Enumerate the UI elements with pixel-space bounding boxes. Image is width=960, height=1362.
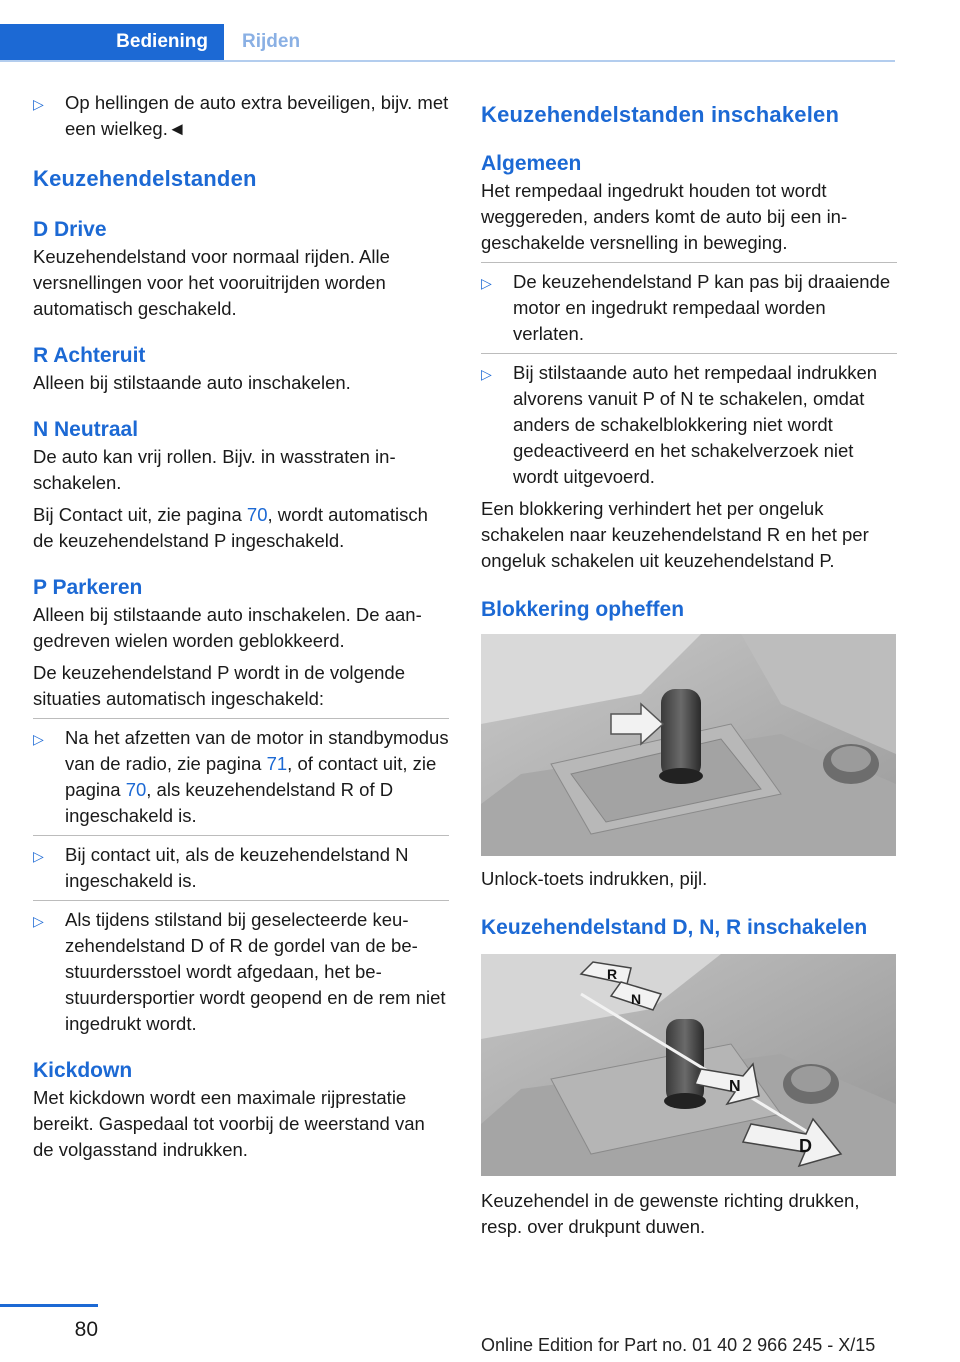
end-mark-icon: ◄ bbox=[167, 118, 187, 139]
bullet-triangle-icon: ▷ bbox=[33, 96, 44, 112]
subsection-title-parkeren: P Parkeren bbox=[33, 576, 143, 599]
text-run: Bij Contact uit, zie pagina bbox=[33, 504, 247, 525]
text-run: , als keuzehendelstand R of D ingeschakeld is. bbox=[65, 779, 394, 826]
paragraph bbox=[33, 502, 449, 554]
photo-caption: Keuzehendel in de gewenste richting drukken, resp. over drukpunt duwen. bbox=[481, 1190, 860, 1237]
page-link[interactable]: 70 bbox=[246, 504, 268, 525]
subsection-title-achteruit: R Achteruit bbox=[33, 344, 146, 367]
paragraph: Een blokkering verhindert het per ongeluk schakelen naar keuzehendelstand R en het per ongeluk schakelen uit keuzehendelstand P. bbox=[481, 498, 869, 571]
gear-lever-illustration bbox=[481, 634, 896, 856]
bullet-text: Bij stilstaande auto het rempedaal indrukken alvorens vanuit P of N te schakelen, omdat anders de schakelblokkering niet wordt gedeactiveerd en het schakelverzoek niet wordt uitgevoerd. bbox=[513, 362, 878, 487]
paragraph: De auto kan vrij rollen. Bijv. in wasstraten inschakelen. bbox=[33, 446, 396, 493]
text-run: Na het afzetten van de motor in standbymodus van de radio, zie pagina bbox=[65, 727, 449, 774]
left-column bbox=[33, 90, 449, 1163]
list-item bbox=[33, 725, 449, 829]
divider bbox=[33, 900, 449, 901]
page-link[interactable]: 70 bbox=[125, 779, 147, 800]
paragraph: Alleen bij stilstaande auto inschakelen. bbox=[33, 372, 351, 393]
divider bbox=[33, 718, 449, 719]
section-title-inschakelen: Keuzehendelstanden inschakelen bbox=[481, 102, 840, 127]
header-rule bbox=[0, 60, 895, 62]
list-item bbox=[33, 907, 449, 1037]
right-column bbox=[481, 90, 897, 1240]
paragraph: Met kickdown wordt een maximale rijprestatie bereikt. Gaspedaal tot voorbij de weerstand van de volgasstand indrukken. bbox=[33, 1087, 425, 1160]
divider bbox=[481, 353, 897, 354]
page-number: 80 bbox=[74, 1318, 98, 1341]
arrow-label: D bbox=[799, 1136, 812, 1156]
paragraph: Keuzehendelstand voor normaal rijden. Alle versnellingen voor het vooruitrijden worden automatisch geschakeld. bbox=[33, 246, 390, 319]
gear-lever-arrows-illustration bbox=[481, 954, 896, 1176]
bullet-text: Bij contact uit, als de keuzehendelstand N ingeschakeld is. bbox=[65, 844, 409, 891]
section-title-keuzehendelstanden: Keuzehendelstanden bbox=[33, 166, 257, 191]
tab-rijden[interactable]: Rijden bbox=[242, 31, 301, 52]
arrow-label: R bbox=[607, 966, 618, 982]
bullet-triangle-icon: ▷ bbox=[33, 848, 44, 864]
list-item bbox=[481, 269, 897, 347]
paragraph: De keuzehendelstand P wordt in de volgende situaties automatisch ingeschakeld: bbox=[33, 662, 405, 709]
subsection-title-drive: D Drive bbox=[33, 218, 107, 241]
list-item bbox=[33, 90, 449, 142]
edition-note: Online Edition for Part no. 01 40 2 966 245 - X/15 bbox=[481, 1335, 876, 1355]
bullet-triangle-icon: ▷ bbox=[481, 366, 492, 382]
bullet-triangle-icon: ▷ bbox=[481, 275, 492, 291]
bullet-text: De keuzehendelstand P kan pas bij draaiende motor en ingedrukt rempedaal worden verlaten. bbox=[513, 271, 891, 344]
tab-bediening[interactable]: Bediening bbox=[0, 24, 224, 60]
subsection-title-dnr: Keuzehendelstand D, N, R inschakelen bbox=[481, 916, 868, 939]
gear-selector-photo-dnr bbox=[481, 954, 896, 1176]
list-item bbox=[33, 842, 449, 894]
bullet-triangle-icon: ▷ bbox=[33, 731, 44, 747]
subsection-title-blokkering: Blokkering opheffen bbox=[481, 598, 685, 621]
subsection-title-algemeen: Algemeen bbox=[481, 152, 582, 175]
arrow-label: N bbox=[631, 991, 642, 1007]
bullet-text: Op hellingen de auto extra beveiligen, bijv. met een wielkeg. bbox=[65, 92, 449, 139]
page-link[interactable]: 71 bbox=[266, 753, 288, 774]
paragraph: Alleen bij stilstaande auto inschakelen. De aangedreven wielen worden geblokkeerd. bbox=[33, 604, 422, 651]
arrow-label: N bbox=[729, 1078, 741, 1095]
divider bbox=[33, 835, 449, 836]
list-item bbox=[481, 360, 897, 490]
paragraph: Het rempedaal ingedrukt houden tot wordt weggereden, anders komt de auto bij een ingeschakelde versnelling in beweging. bbox=[481, 180, 848, 253]
text-run: , wordt automatisch de keuzehendelstand P ingeschakeld. bbox=[33, 504, 428, 551]
bullet-text: Als tijdens stilstand bij geselecteerde keuzehendelstand D of R de gordel van de bestuurdersstoel wordt afgedaan, het bestuurdersportier wordt geopend en de rem niet ingedrukt wordt. bbox=[65, 909, 446, 1034]
chapter-header bbox=[0, 0, 895, 62]
photo-caption: Unlock-toets indrukken, pijl. bbox=[481, 868, 708, 889]
bullet-triangle-icon: ▷ bbox=[33, 913, 44, 929]
footer-rule bbox=[0, 1304, 98, 1307]
subsection-title-neutraal: N Neutraal bbox=[33, 418, 139, 441]
text-run: , of contact uit, zie pagina bbox=[65, 753, 437, 800]
divider bbox=[481, 262, 897, 263]
subsection-title-kickdown: Kickdown bbox=[33, 1059, 133, 1082]
gear-selector-photo-unlock bbox=[481, 634, 896, 856]
